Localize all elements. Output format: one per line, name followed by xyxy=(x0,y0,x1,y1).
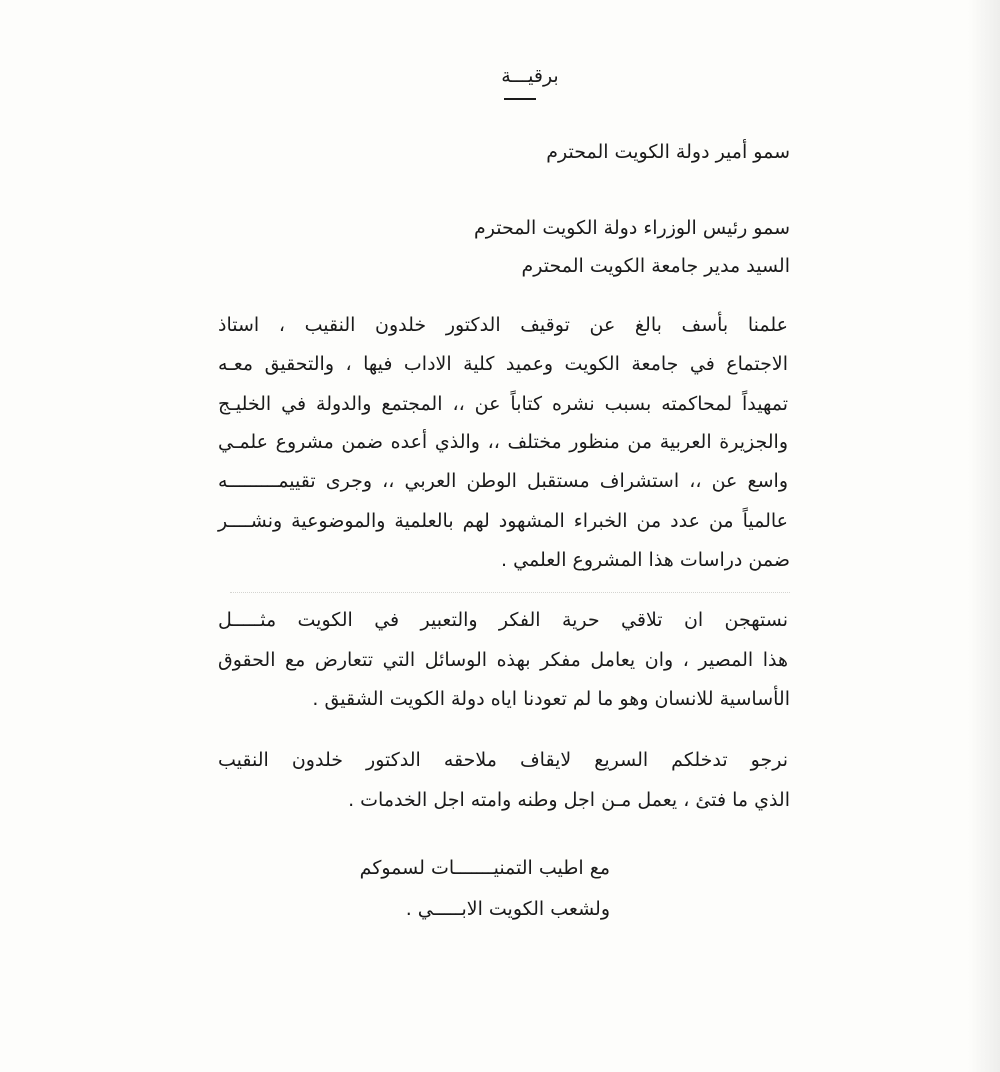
salutation-prime-minister: سمو رئيس الوزراء دولة الكويت المحترم xyxy=(473,217,790,239)
closing-line: مع اطيب التمنيـــــــات لسموكم xyxy=(359,857,610,879)
paragraph2-line: نستهجن ان تلاقي حرية الفكر والتعبير في الكويت مثـــــل xyxy=(218,609,788,631)
title-underline xyxy=(504,98,536,100)
document-title: برقيـــة xyxy=(501,65,559,87)
faint-divider xyxy=(230,592,790,593)
paragraph1-line: والجزيرة العربية من منظور مختلف ،، والذي أعده ضمن مشروع علمـي xyxy=(218,431,788,453)
paragraph3-line: نرجو تدخلكم السريع لايقاف ملاحقه الدكتور خلدون النقيب xyxy=(218,749,788,771)
paragraph3-line: الذي ما فتئ ، يعمل مـن اجل وطنه وامته اجل الخدمات . xyxy=(348,789,790,811)
paragraph1-line: علمنا بأسف بالغ عن توقيف الدكتور خلدون النقيب ، استاذ xyxy=(218,314,788,336)
paragraph2-line: هذا المصير ، وان يعامل مفكر بهذه الوسائل التي تتعارض مع الحقوق xyxy=(218,649,788,671)
paragraph1-line: الاجتماع في جامعة الكويت وعميد كلية الاداب فيها ، والتحقيق معـه xyxy=(218,353,788,375)
paragraph1-line: تمهيداً لمحاكمته بسبب نشره كتاباً عن ،، المجتمع والدولة في الخليـج xyxy=(218,393,788,415)
paper-edge-shadow xyxy=(968,0,1000,1072)
closing-line: ولشعب الكويت الابـــــي . xyxy=(405,898,610,920)
paragraph1-line: عالمياً من عدد من الخبراء المشهود لهم بالعلمية والموضوعية ونشــــر xyxy=(218,510,788,532)
paragraph1-line: واسع عن ،، استشراف مستقبل الوطن العربي ،، وجرى تقييمـــــــــه xyxy=(218,470,788,492)
paragraph2-line: الأساسية للانسان وهو ما لم تعودنا اياه دولة الكويت الشقيق . xyxy=(312,688,790,710)
salutation-university-director: السيد مدير جامعة الكويت المحترم xyxy=(521,255,790,277)
salutation-emir: سمو أمير دولة الكويت المحترم xyxy=(546,141,790,163)
paragraph1-line: ضمن دراسات هذا المشروع العلمي . xyxy=(501,549,790,571)
